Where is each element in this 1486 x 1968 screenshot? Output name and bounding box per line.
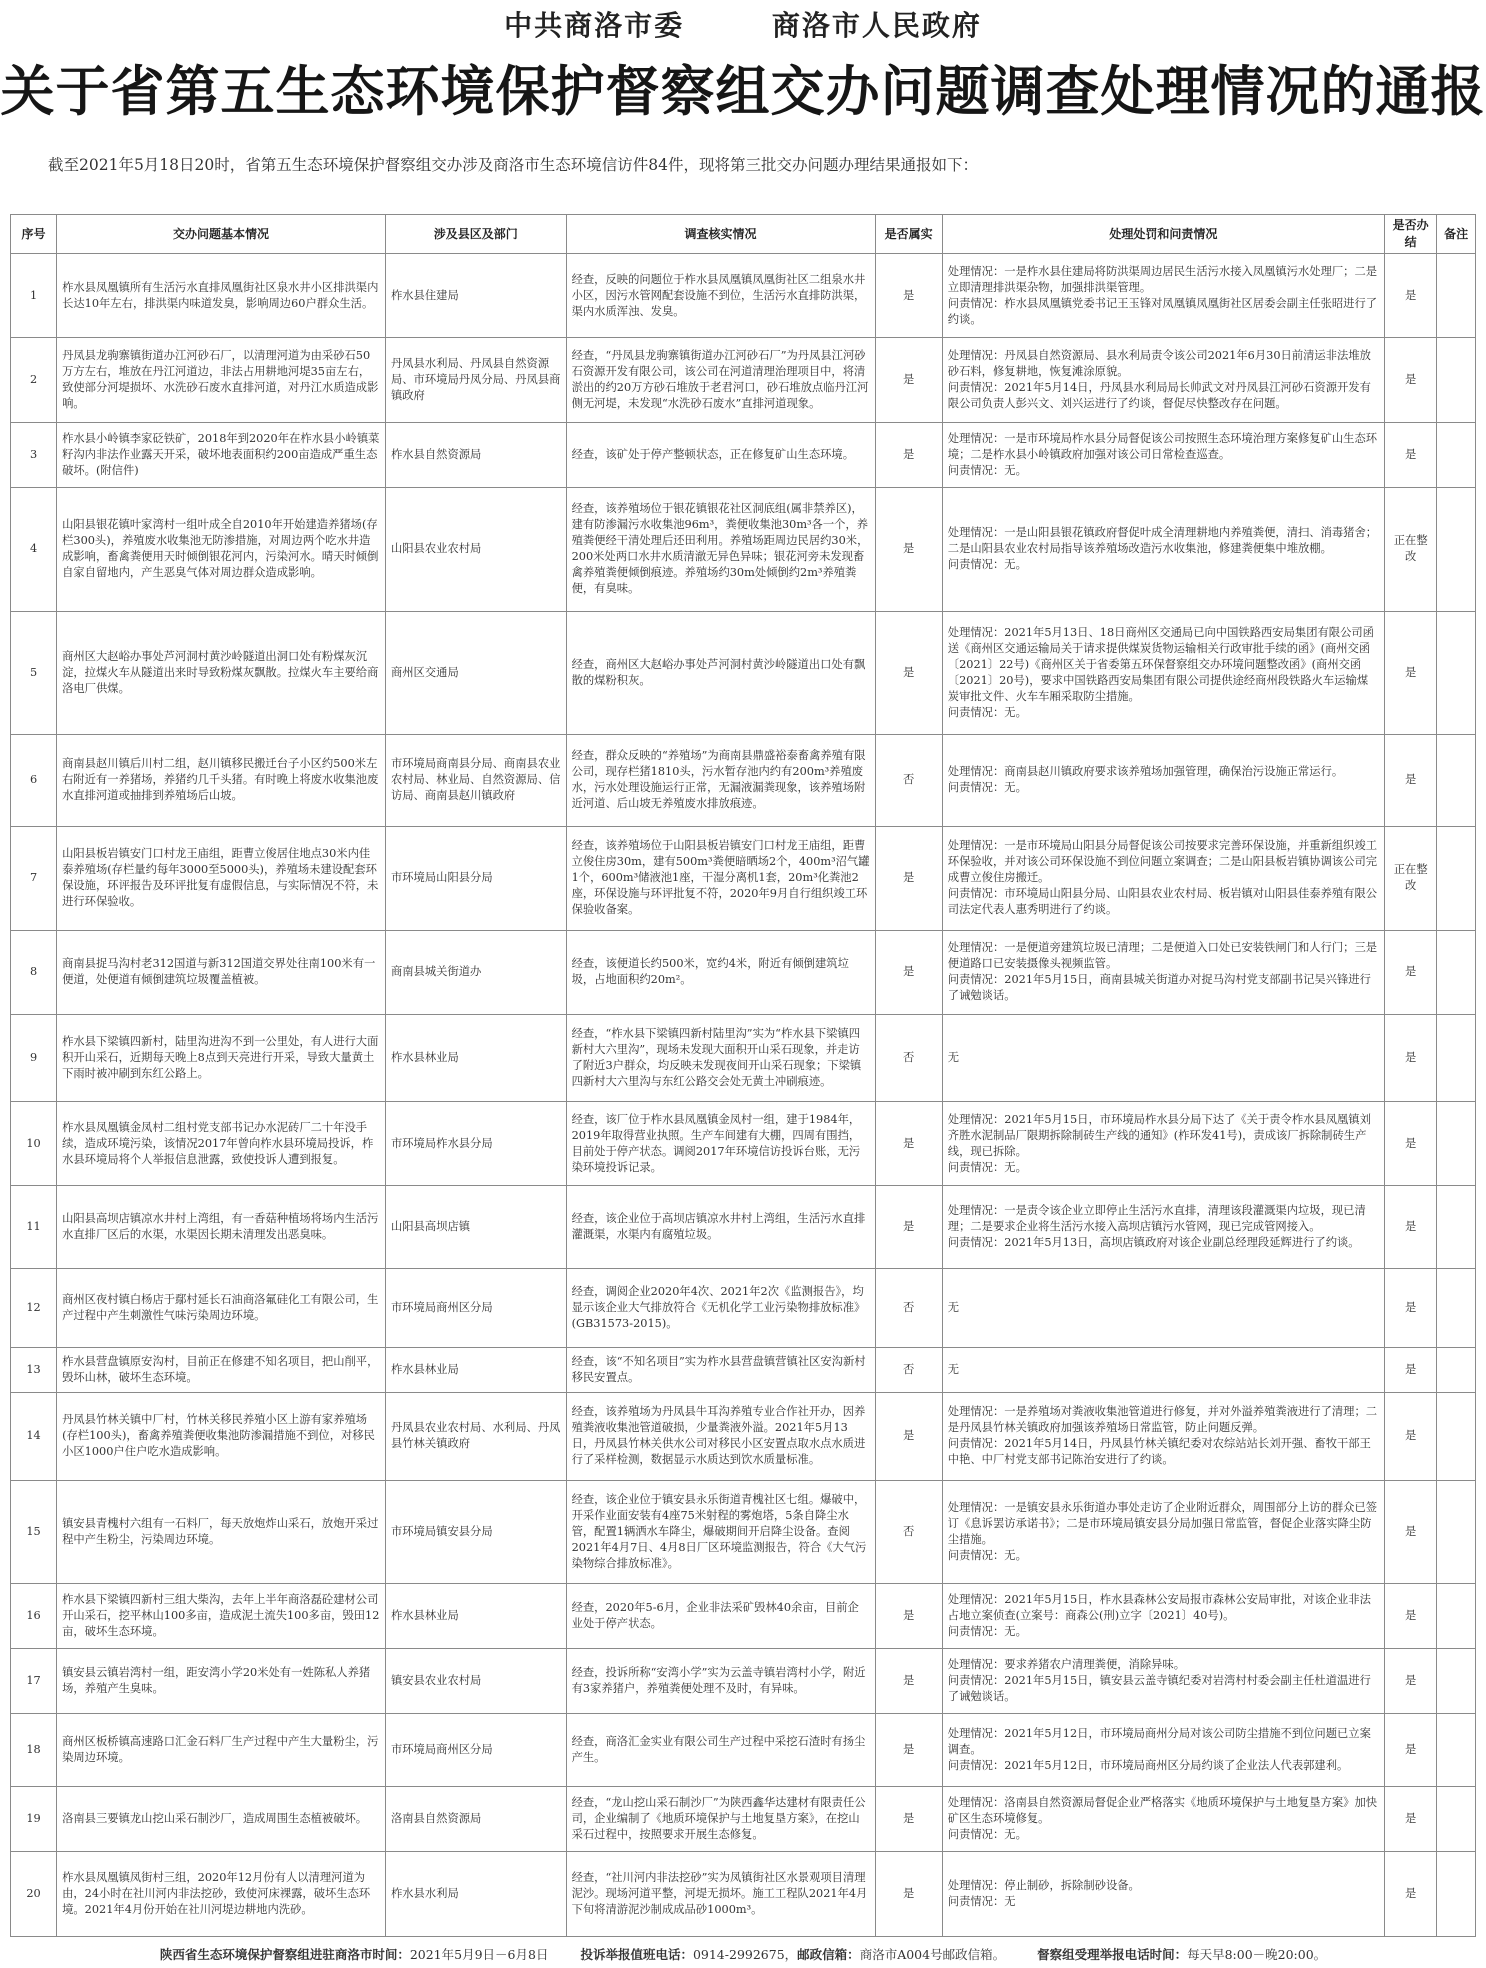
cell-done: 是	[1385, 1714, 1437, 1787]
cell-done: 是	[1385, 254, 1437, 338]
cell-note	[1437, 1787, 1476, 1852]
cell-issue: 洛南县三要镇龙山挖山采石制沙厂，造成周围生态植被破坏。	[57, 1787, 386, 1852]
cell-handle	[942, 1584, 1384, 1649]
cell-issue: 镇安县云镇岩湾村一组，距安湾小学20米处有一姓陈私人养猪场，养殖产生臭味。	[57, 1648, 386, 1714]
table-row	[11, 1014, 1476, 1102]
handle-line: 无	[947, 1362, 960, 1376]
cell-dept: 山阳县高坝店镇	[385, 1186, 566, 1269]
col-header-handle: 处理处罚和问责情况	[942, 215, 1384, 254]
table-row	[11, 611, 1476, 734]
table-row	[11, 338, 1476, 423]
handle-line: 处理情况：要求养猪农户清理粪便，消除异味。	[947, 1657, 1186, 1671]
cell-dept: 市环境局柞水县分局	[385, 1102, 566, 1186]
table-row	[11, 930, 1476, 1014]
cell-issue: 柞水县小岭镇李家砭铁矿，2018年到2020年在柞水县小岭镇菜籽沟内非法作业露天开采，破坏地表面积约200亩造成严重生态破坏。(附信件)	[57, 423, 386, 488]
cell-no: 17	[11, 1648, 57, 1714]
footer-mailbox-value: 商洛市A004号邮政信箱。	[859, 1947, 1006, 1962]
handle-line: 处理情况：丹凤县自然资源局、县水利局责令该公司2021年6月30日前清运非法堆放砂石料，修复耕地，恢复滩涂原貌。	[947, 349, 1371, 379]
handle-line: 问责情况：无	[947, 1894, 1016, 1908]
publisher-party-committee: 中共商洛市委	[504, 9, 685, 42]
cell-verify: 经查，该便道长约500米，宽约4米，附近有倾倒建筑垃圾，占地面积约20m²。	[566, 930, 875, 1014]
footer-period-label: 陕西省生态环境保护督察组进驻商洛市时间：	[159, 1947, 410, 1962]
table-row	[11, 423, 1476, 488]
cell-note	[1437, 734, 1476, 826]
cell-true: 是	[875, 1393, 942, 1481]
publisher-government: 商洛市人民政府	[771, 9, 982, 42]
cell-done: 是	[1385, 1787, 1437, 1852]
cell-handle	[942, 1393, 1384, 1481]
cell-verify: 经查，2020年5-6月，企业非法采矿毁林40余亩，目前企业处于停产状态。	[566, 1584, 875, 1649]
cell-handle	[942, 1014, 1384, 1102]
cell-no: 18	[11, 1714, 57, 1787]
cell-true: 是	[875, 1648, 942, 1714]
cell-done: 是	[1385, 1268, 1437, 1347]
handle-line: 问责情况：无。	[947, 558, 1027, 572]
cell-verify: 经查，该企业位于镇安县永乐街道青槐社区七组。爆破中，开采作业面安装有4座75米射程的雾炮塔，5条自降尘水管，配置1辆洒水车降尘，爆破期间开启降尘设备。查阅2021年4月7日、4月8日厂区环境监测报告，符合《大气污染物综合排放标准》。	[566, 1480, 875, 1584]
cell-true: 是	[875, 1584, 942, 1649]
cell-dept: 市环境局商州区分局	[385, 1268, 566, 1347]
cell-handle	[942, 930, 1384, 1014]
cell-handle	[942, 1480, 1384, 1584]
cell-verify: 经查，调阅企业2020年4次、2021年2次《监测报告》，均显示该企业大气排放符合《无机化学工业污染物排放标准》(GB31573-2015)。	[566, 1268, 875, 1347]
table-row	[11, 1714, 1476, 1787]
table-row	[11, 827, 1476, 931]
table-row	[11, 1268, 1476, 1347]
handle-line: 无	[947, 1300, 960, 1314]
cell-dept: 柞水县林业局	[385, 1014, 566, 1102]
col-header-verify: 调查核实情况	[566, 215, 875, 254]
table-row	[11, 1347, 1476, 1392]
cell-true: 否	[875, 1347, 942, 1392]
cell-issue: 山阳县板岩镇安门口村龙王庙组，距曹立俊居住地点30米内佳泰养殖场(存栏量约每年3000至5000头)，养殖场未建设配套环保设施，环评报告及环评批复有虚假信息，与实际情况不符，未进行环保验收。	[57, 827, 386, 931]
report-table	[10, 214, 1476, 1937]
cell-no: 20	[11, 1851, 57, 1936]
table-row	[11, 1102, 1476, 1186]
cell-done: 是	[1385, 1851, 1437, 1936]
cell-done: 是	[1385, 1014, 1437, 1102]
cell-no: 19	[11, 1787, 57, 1852]
cell-note	[1437, 487, 1476, 611]
cell-handle	[942, 1648, 1384, 1714]
cell-verify: 经查，该厂位于柞水县凤凰镇金凤村一组，建于1984年，2019年取得营业执照。生产车间建有大棚，四周有围挡，目前处于停产状态。调阅2017年环境信访投诉台账，无污染环境投诉记录。	[566, 1102, 875, 1186]
cell-true: 否	[875, 1268, 942, 1347]
cell-note	[1437, 338, 1476, 423]
col-header-done: 是否办结	[1385, 215, 1437, 254]
cell-issue: 柞水县凤凰镇凤街村三组，2020年12月份有人以清理河道为由，24小时在社川河内非法挖砂，致使河床裸露，破坏生态环境。2021年4月份开始在社川河堤边耕地内洗砂。	[57, 1851, 386, 1936]
cell-handle	[942, 1787, 1384, 1852]
cell-issue: 商州区夜村镇白杨店于鄢村延长石油商洛氟硅化工有限公司，生产过程中产生刺激性气味污染周边环境。	[57, 1268, 386, 1347]
cell-dept: 市环境局商南县分局、商南县农业农村局、林业局、自然资源局、信访局、商南县赵川镇政府	[385, 734, 566, 826]
footer-hours-label: 督察组受理举报电话时间：	[1037, 1947, 1188, 1962]
cell-true: 是	[875, 1186, 942, 1269]
cell-note	[1437, 1393, 1476, 1481]
cell-no: 4	[11, 487, 57, 611]
handle-line: 问责情况：市环境局山阳县分局、山阳县农业农村局、板岩镇对山阳县佳泰养殖有限公司法定代表人惠秀明进行了约谈。	[947, 887, 1378, 917]
col-header-note: 备注	[1437, 215, 1476, 254]
cell-verify: 经查，该养殖场为丹凤县牛耳沟养殖专业合作社开办，因养殖粪液收集池管道破损，少量粪液外溢。2021年5月13日，丹凤县竹林关供水公司对移民小区安置点取水点水质进行了采样检测，数据显示水质达到饮水质量标准。	[566, 1393, 875, 1481]
cell-true: 否	[875, 1014, 942, 1102]
table-row	[11, 254, 1476, 338]
cell-true: 是	[875, 827, 942, 931]
cell-note	[1437, 611, 1476, 734]
cell-note	[1437, 1584, 1476, 1649]
cell-true: 否	[875, 1480, 942, 1584]
cell-handle	[942, 1102, 1384, 1186]
handle-line: 处理情况：一是养殖场对粪液收集池管道进行修复，并对外溢养殖粪液进行了清理；二是丹凤县竹林关镇政府加强该养殖场日常监管，防止问题反弹。	[947, 1405, 1378, 1435]
col-header-true: 是否属实	[875, 215, 942, 254]
cell-handle	[942, 1186, 1384, 1269]
handle-line: 问责情况：2021年5月15日，商南县城关街道办对捉马沟村党支部副书记吴兴锋进行了诫勉谈话。	[947, 973, 1371, 1003]
cell-done: 是	[1385, 1584, 1437, 1649]
publisher-line	[0, 4, 1486, 44]
table-row	[11, 1851, 1476, 1936]
col-header-issue: 交办问题基本情况	[57, 215, 386, 254]
cell-done: 是	[1385, 611, 1437, 734]
cell-issue: 柞水县下梁镇四新村三组大柴沟，去年上半年商洛磊砼建材公司开山采石，挖平林山100多亩，造成泥土流失100多亩，毁田12亩，破坏生态环境。	[57, 1584, 386, 1649]
table-row	[11, 1787, 1476, 1852]
cell-handle	[942, 611, 1384, 734]
cell-dept: 市环境局镇安县分局	[385, 1480, 566, 1584]
cell-issue: 商南县捉马沟村老312国道与新312国道交界处往南100米有一便道，处便道有倾倒建筑垃圾覆盖植被。	[57, 930, 386, 1014]
cell-issue: 柞水县凤凰镇金凤村二组村党支部书记办水泥砖厂二十年没手续，造成环境污染，该情况2017年曾向柞水县环境局投诉，柞水县环境局将个人举报信息泄露，致使投诉人遭到报复。	[57, 1102, 386, 1186]
cell-dept: 柞水县林业局	[385, 1584, 566, 1649]
cell-done: 是	[1385, 930, 1437, 1014]
cell-no: 8	[11, 930, 57, 1014]
table-row	[11, 1393, 1476, 1481]
handle-line: 无	[947, 1050, 960, 1064]
footer-hours-value: 每天早8:00－晚20:00。	[1187, 1947, 1327, 1962]
handle-line: 处理情况：一是市环境局山阳县分局督促该公司按要求完善环保设施，并重新组织竣工环保验收，并对该公司环保设施不到位问题立案调查；二是山阳县板岩镇协调该公司完成曹立俊住房搬迁。	[947, 839, 1378, 885]
cell-verify: 经查，该养殖场位于山阳县板岩镇安门口村龙王庙组，距曹立俊住房30m，建有500m³粪便暗晒场2个，400m³沼气罐1个，600m³储液池1座，干湿分离机1套，20m³化粪池2座，环保设施与环评批复不符，2020年9月自行组织竣工环保验收备案。	[566, 827, 875, 931]
cell-dept: 柞水县林业局	[385, 1347, 566, 1392]
cell-dept: 洛南县自然资源局	[385, 1787, 566, 1852]
cell-handle	[942, 1347, 1384, 1392]
cell-handle	[942, 338, 1384, 423]
cell-no: 12	[11, 1268, 57, 1347]
cell-dept: 市环境局商州区分局	[385, 1714, 566, 1787]
cell-dept: 柞水县住建局	[385, 254, 566, 338]
cell-dept: 市环境局山阳县分局	[385, 827, 566, 931]
handle-line: 问责情况：2021年5月13日，高坝店镇政府对该企业副总经理段延辉进行了约谈。	[947, 1236, 1360, 1250]
cell-verify: 经查，该企业位于高坝店镇凉水井村上湾组，生活污水直排灌溉渠，水渠内有腐殖垃圾。	[566, 1186, 875, 1269]
cell-true: 是	[875, 1714, 942, 1787]
handle-line: 问责情况：2021年5月15日，镇安县云盖寺镇纪委对岩湾村村委会副主任杜道温进行了诫勉谈话。	[947, 1673, 1371, 1703]
cell-done: 是	[1385, 1186, 1437, 1269]
cell-done: 正在整改	[1385, 827, 1437, 931]
cell-handle	[942, 827, 1384, 931]
cell-done: 是	[1385, 1648, 1437, 1714]
table-row	[11, 734, 1476, 826]
page-title: 关于省第五生态环境保护督察组交办问题调查处理情况的通报	[0, 60, 1486, 123]
cell-no: 9	[11, 1014, 57, 1102]
cell-dept: 商南县城关街道办	[385, 930, 566, 1014]
cell-no: 2	[11, 338, 57, 423]
cell-true: 是	[875, 1851, 942, 1936]
cell-no: 3	[11, 423, 57, 488]
cell-handle	[942, 1851, 1384, 1936]
cell-true: 否	[875, 734, 942, 826]
cell-issue: 山阳县银花镇叶家湾村一组叶成全自2010年开始建造养猪场(存栏300头)，养殖废水收集池无防渗措施，对周边两个吃水井造成影响，畜禽粪便用天时倾倒银花河内，污染河水。晴天时倾倒自家自留地内，产生恶臭气体对周边群众造成影响。	[57, 487, 386, 611]
handle-line: 处理情况：一是市环境局柞水县分局督促该公司按照生态环境治理方案修复矿山生态环境；二是柞水县小岭镇政府加强对该公司日常检查巡查。	[947, 431, 1378, 461]
col-header-no: 序号	[11, 215, 57, 254]
cell-note	[1437, 423, 1476, 488]
cell-handle	[942, 1268, 1384, 1347]
table-row	[11, 487, 1476, 611]
cell-no: 7	[11, 827, 57, 931]
cell-handle	[942, 423, 1384, 488]
cell-verify: 经查，“丹凤县龙驹寨镇街道办江河砂石厂”为丹凤县江河砂石资源开发有限公司，该公司在河道清理治理项目中，将清淤出的约20万方砂石堆放于老君河口，砂石堆放点临丹江河侧无河堤，未发现“水洗砂石废水”直排河道现象。	[566, 338, 875, 423]
cell-verify: 经查，投诉所称“安湾小学”实为云盖寺镇岩湾村小学，附近有3家养猪户，养殖粪便处理不及时，有异味。	[566, 1648, 875, 1714]
handle-line: 处理情况：2021年5月13日、18日商州区交通局已向中国铁路西安局集团有限公司函送《商州区交通运输局关于请求提供煤炭货物运输相关行政审批手续的函》(商州交函〔2021〕22号)《商州区关于省委第五环保督察组交办环境问题整改函》(商州交函〔2021〕20号)，要求中国铁路西安局集团有限公司提供途经商州段铁路火车运输煤炭审批文件、火车车厢采取防尘措施。	[947, 625, 1374, 703]
cell-note	[1437, 1014, 1476, 1102]
cell-note	[1437, 1851, 1476, 1936]
cell-done: 是	[1385, 1347, 1437, 1392]
cell-verify: 经查，群众反映的“养殖场”为商南县鼎盛裕泰畜禽养殖有限公司，现存栏猪1810头，污水暂存池内约有200m³养殖废水，污水处理设施运行正常，无漏液漏粪现象，该养殖场附近河道、后山坡无养殖废水排放痕迹。	[566, 734, 875, 826]
handle-line: 问责情况：2021年5月14日，丹凤县水利局局长帅武文对丹凤县江河砂石资源开发有限公司负责人彭兴文、刘兴运进行了约谈，督促尽快整改存在问题。	[947, 381, 1371, 411]
cell-done: 是	[1385, 1393, 1437, 1481]
cell-handle	[942, 487, 1384, 611]
cell-verify: 经查，商洛汇金实业有限公司生产过程中采挖石渣时有扬尘产生。	[566, 1714, 875, 1787]
handle-line: 处理情况：洛南县自然资源局督促企业严格落实《地质环境保护与土地复垦方案》加快矿区生态环境修复。	[947, 1795, 1378, 1825]
cell-note	[1437, 1714, 1476, 1787]
cell-handle	[942, 1714, 1384, 1787]
handle-line: 处理情况：一是山阳县银花镇政府督促叶成全清理耕地内养殖粪便，清扫、消毒猪舍；二是山阳县农业农村局指导该养殖场改造污水收集池，修建粪便集中堆放棚。	[947, 526, 1378, 556]
handle-line: 问责情况：柞水县凤凰镇党委书记王玉锋对凤凰镇凤凰街社区居委会副主任张昭进行了约谈。	[947, 296, 1378, 326]
cell-dept: 柞水县水利局	[385, 1851, 566, 1936]
handle-line: 问责情况：无。	[947, 705, 1027, 719]
table-body	[11, 254, 1476, 1937]
handle-line: 处理情况：一是便道旁建筑垃圾已清理；二是便道入口处已安装铁闸门和人行门；三是便道路口已安装摄像头视频监管。	[947, 941, 1378, 971]
handle-line: 问责情况：无。	[947, 463, 1027, 477]
cell-verify: 经查，反映的问题位于柞水县凤凰镇凤凰街社区二组泉水井小区，因污水管网配套设施不到位，生活污水直排防洪渠，渠内水质浑浊、发臭。	[566, 254, 875, 338]
cell-note	[1437, 1268, 1476, 1347]
footer-phone-label: 投诉举报值班电话：	[580, 1947, 693, 1962]
cell-true: 是	[875, 611, 942, 734]
cell-issue: 商州区板桥镇高速路口汇金石料厂生产过程中产生大量粉尘，污染周边环境。	[57, 1714, 386, 1787]
cell-dept: 镇安县农业农村局	[385, 1648, 566, 1714]
cell-no: 6	[11, 734, 57, 826]
cell-note	[1437, 1648, 1476, 1714]
cell-handle	[942, 734, 1384, 826]
cell-note	[1437, 1186, 1476, 1269]
cell-true: 是	[875, 423, 942, 488]
cell-dept: 商州区交通局	[385, 611, 566, 734]
cell-no: 14	[11, 1393, 57, 1481]
cell-verify: 经查，“龙山挖山采石制沙厂”为陕西鑫华达建材有限责任公司，企业编制了《地质环境保护与土地复垦方案》，在挖山采石过程中，按照要求开展生态修复。	[566, 1787, 875, 1852]
handle-line: 问责情况：2021年5月12日，市环境局商州区分局约谈了企业法人代表郭建利。	[947, 1759, 1349, 1773]
handle-line: 问责情况：无。	[947, 1548, 1027, 1562]
cell-true: 是	[875, 1102, 942, 1186]
handle-line: 问责情况：无。	[947, 1624, 1027, 1638]
handle-line: 问责情况：无。	[947, 781, 1027, 795]
cell-done: 是	[1385, 1102, 1437, 1186]
footer-phone-value: 0914-2992675，	[692, 1947, 798, 1962]
cell-done: 是	[1385, 338, 1437, 423]
handle-line: 处理情况：2021年5月15日，市环境局柞水县分局下达了《关于责令柞水县凤凰镇刘齐胜水泥制品厂限期拆除制砖生产线的通知》(柞环发41号)，责成该厂拆除制砖生产线，现已拆除。	[947, 1112, 1371, 1158]
handle-line: 问责情况：无。	[947, 1827, 1027, 1841]
handle-line: 处理情况：商南县赵川镇政府要求该养殖场加强管理，确保治污设施正常运行。	[947, 765, 1344, 779]
cell-done: 正在整改	[1385, 487, 1437, 611]
cell-true: 是	[875, 338, 942, 423]
footer-info	[0, 1944, 1486, 1966]
cell-true: 是	[875, 930, 942, 1014]
handle-line: 处理情况：一是柞水县住建局将防洪渠周边居民生活污水接入凤凰镇污水处理厂；二是立即清理排洪渠杂物，加强排洪渠管理。	[947, 264, 1378, 294]
cell-handle	[942, 254, 1384, 338]
handle-line: 处理情况：停止制砂，拆除制砂设备。	[947, 1878, 1140, 1892]
table-row	[11, 1648, 1476, 1714]
cell-issue: 丹凤县龙驹寨镇街道办江河砂石厂，以清理河道为由采砂石50万方左右，堆放在丹江河道边，非法占用耕地河堤35亩左右，致使部分河堤损坏、水洗砂石废水直排河道，对丹江水质造成影响。	[57, 338, 386, 423]
cell-true: 是	[875, 1787, 942, 1852]
table-row	[11, 1186, 1476, 1269]
cell-verify: 经查，该矿处于停产整顿状态，正在修复矿山生态环境。	[566, 423, 875, 488]
handle-line: 处理情况：2021年5月12日，市环境局商州分局对该公司防尘措施不到位问题已立案调查。	[947, 1727, 1371, 1757]
cell-no: 15	[11, 1480, 57, 1584]
cell-dept: 柞水县自然资源局	[385, 423, 566, 488]
cell-done: 是	[1385, 734, 1437, 826]
intro-paragraph: 截至2021年5月18日20时，省第五生态环境保护督察组交办涉及商洛市生态环境信访件84件，现将第三批交办问题办理结果通报如下：	[48, 156, 978, 174]
cell-done: 是	[1385, 1480, 1437, 1584]
cell-verify: 经查，该“不知名项目”实为柞水县营盘镇营镇社区安沟新村移民安置点。	[566, 1347, 875, 1392]
cell-no: 13	[11, 1347, 57, 1392]
col-header-dept: 涉及县区及部门	[385, 215, 566, 254]
handle-line: 处理情况：一是责令该企业立即停止生活污水直排，清理该段灌溉渠内垃圾，现已清理；二是要求企业将生活污水接入高坝店镇污水管网，现已完成管网接入。	[947, 1204, 1366, 1234]
footer-mailbox-label: 邮政信箱：	[797, 1947, 860, 1962]
report-table-container	[10, 214, 1476, 1937]
handle-line: 问责情况：无。	[947, 1160, 1027, 1174]
footer-period-value: 2021年5月9日－6月8日	[409, 1947, 549, 1962]
cell-dept: 丹凤县农业农村局、水利局、丹凤县竹林关镇政府	[385, 1393, 566, 1481]
cell-verify: 经查，该养殖场位于银花镇银花社区洞底组(属非禁养区)，建有防渗漏污水收集池96m³，粪便收集池30m³各一个，养殖粪便经干清处理后还田利用。养殖场距周边民居约30米，200米处两口水井水质清澈无异色异味；银花河旁未发现畜禽养殖粪便倾倒痕迹。养殖场约30m处倾倒约2m³养殖粪便，有臭味。	[566, 487, 875, 611]
cell-issue: 柞水县下梁镇四新村，陆里沟进沟不到一公里处，有人进行大面积开山采石，近期每天晚上8点到天亮进行开采，导致大量黄土下雨时被冲刷到东红公路上。	[57, 1014, 386, 1102]
cell-verify: 经查，商州区大赵峪办事处芦河洞村黄沙岭隧道出口处有飘散的煤粉积灰。	[566, 611, 875, 734]
cell-note	[1437, 1102, 1476, 1186]
cell-note	[1437, 254, 1476, 338]
cell-verify: 经查，“柞水县下梁镇四新村陆里沟”实为“柞水县下梁镇四新村大六里沟”，现场未发现大面积开山采石现象，并走访了附近3户群众，均反映未发现夜间开山采石现象；下梁镇四新村大六里沟与东红公路交会处无黄土冲刷痕迹。	[566, 1014, 875, 1102]
cell-note	[1437, 930, 1476, 1014]
cell-issue: 柞水县凤凰镇所有生活污水直排凤凰街社区泉水井小区排洪渠内长达10年左右，排洪渠内味道发臭，影响周边60户群众生活。	[57, 254, 386, 338]
cell-issue: 商南县赵川镇后川村二组，赵川镇移民搬迁台子小区约500米左右附近有一养猪场，养猪约几千头猪。有时晚上将废水收集池废水直排河道或抽排到养殖场后山坡。	[57, 734, 386, 826]
cell-true: 是	[875, 254, 942, 338]
cell-issue: 山阳县高坝店镇凉水井村上湾组，有一香菇种植场将场内生活污水直排厂区后的水渠，水渠因长期未清理发出恶臭味。	[57, 1186, 386, 1269]
handle-line: 处理情况：2021年5月15日，柞水县森林公安局报市森林公安局审批，对该企业非法占地立案侦查(立案号：商森公(刑)立字〔2021〕40号)。	[947, 1592, 1371, 1622]
cell-note	[1437, 827, 1476, 931]
cell-no: 10	[11, 1102, 57, 1186]
handle-line: 处理情况：一是镇安县永乐街道办事处走访了企业附近群众，周围部分上访的群众已签订《息诉罢访承诺书》；二是市环境局镇安县分局加强日常监管，督促企业落实降尘防尘措施。	[947, 1500, 1378, 1546]
cell-no: 16	[11, 1584, 57, 1649]
cell-dept: 丹凤县水利局、丹凤县自然资源局、市环境局丹凤分局、丹凤县商镇政府	[385, 338, 566, 423]
handle-line: 问责情况：2021年5月14日，丹凤县竹林关镇纪委对农综站站长刘开强、畜牧干部王中艳、中厂村党支部书记陈治安进行了约谈。	[947, 1437, 1371, 1467]
cell-done: 是	[1385, 423, 1437, 488]
cell-note	[1437, 1480, 1476, 1584]
cell-no: 11	[11, 1186, 57, 1269]
cell-issue: 柞水县营盘镇原安沟村，目前正在修建不知名项目，把山削平，毁坏山林，破坏生态环境。	[57, 1347, 386, 1392]
cell-issue: 丹凤县竹林关镇中厂村，竹林关移民养殖小区上游有家养殖场(存栏100头)，畜禽养殖粪便收集池防渗漏措施不到位，对移民小区1000户住户吃水造成影响。	[57, 1393, 386, 1481]
table-row	[11, 1584, 1476, 1649]
cell-issue: 商州区大赵峪办事处芦河洞村黄沙岭隧道出洞口处有粉煤灰沉淀，拉煤火车从隧道出来时导致粉煤灰飘散。拉煤火车主要给商洛电厂供煤。	[57, 611, 386, 734]
cell-no: 5	[11, 611, 57, 734]
cell-note	[1437, 1347, 1476, 1392]
cell-no: 1	[11, 254, 57, 338]
cell-true: 是	[875, 487, 942, 611]
table-row	[11, 1480, 1476, 1584]
table-header-row	[11, 215, 1476, 254]
cell-verify: 经查，“社川河内非法挖砂”实为凤镇街社区水景观项目清理泥沙。现场河道平整，河堤无损坏。施工工程队2021年4月下旬将清游泥沙制成成品砂1000m³。	[566, 1851, 875, 1936]
cell-issue: 镇安县青槐村六组有一石料厂，每天放炮炸山采石，放炮开采过程中产生粉尘，污染周边环境。	[57, 1480, 386, 1584]
cell-dept: 山阳县农业农村局	[385, 487, 566, 611]
